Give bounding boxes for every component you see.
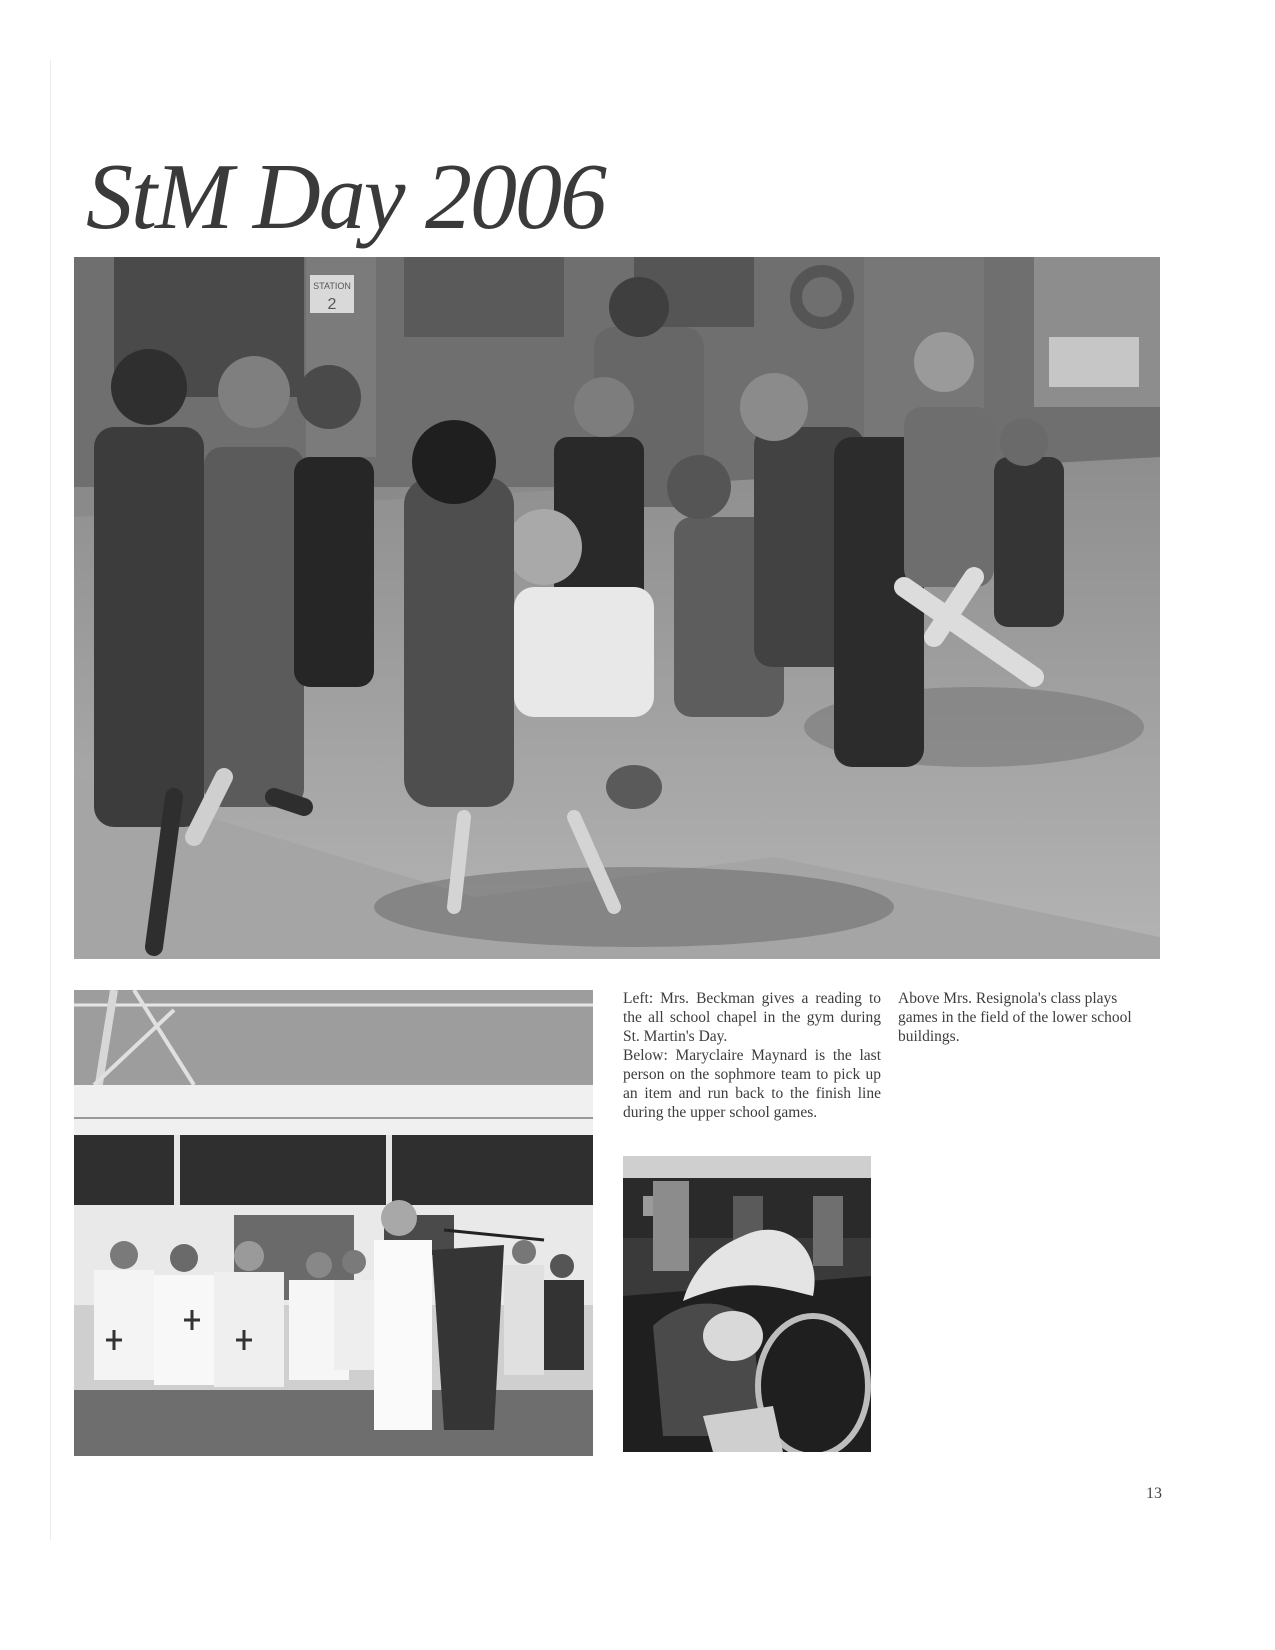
station-sign-number: 2	[327, 296, 337, 313]
caption-above-paragraph: Above Mrs. Resignola's class plays games in the field of the lower school buildings.	[898, 990, 1132, 1045]
station-sign-text: STATION	[313, 281, 351, 291]
photo-children-playing-games	[74, 257, 1160, 959]
photo-upper-school-games	[623, 1156, 871, 1452]
page-number: 13	[1146, 1485, 1162, 1502]
caption-above	[898, 989, 1138, 1046]
caption-left-below	[623, 989, 881, 1122]
caption-below-paragraph: Below: Maryclaire Maynard is the last person on the sophmore team to pick up an item and run back to the finish line during the upper school games.	[623, 1047, 881, 1121]
photo-chapel-reading	[74, 990, 593, 1456]
caption-left-paragraph: Left: Mrs. Beckman gives a reading to the all school chapel in the gym during St. Martin's Day.	[623, 990, 881, 1045]
page-edge-line	[50, 60, 51, 1540]
page-title: StM Day 2006	[86, 145, 606, 249]
